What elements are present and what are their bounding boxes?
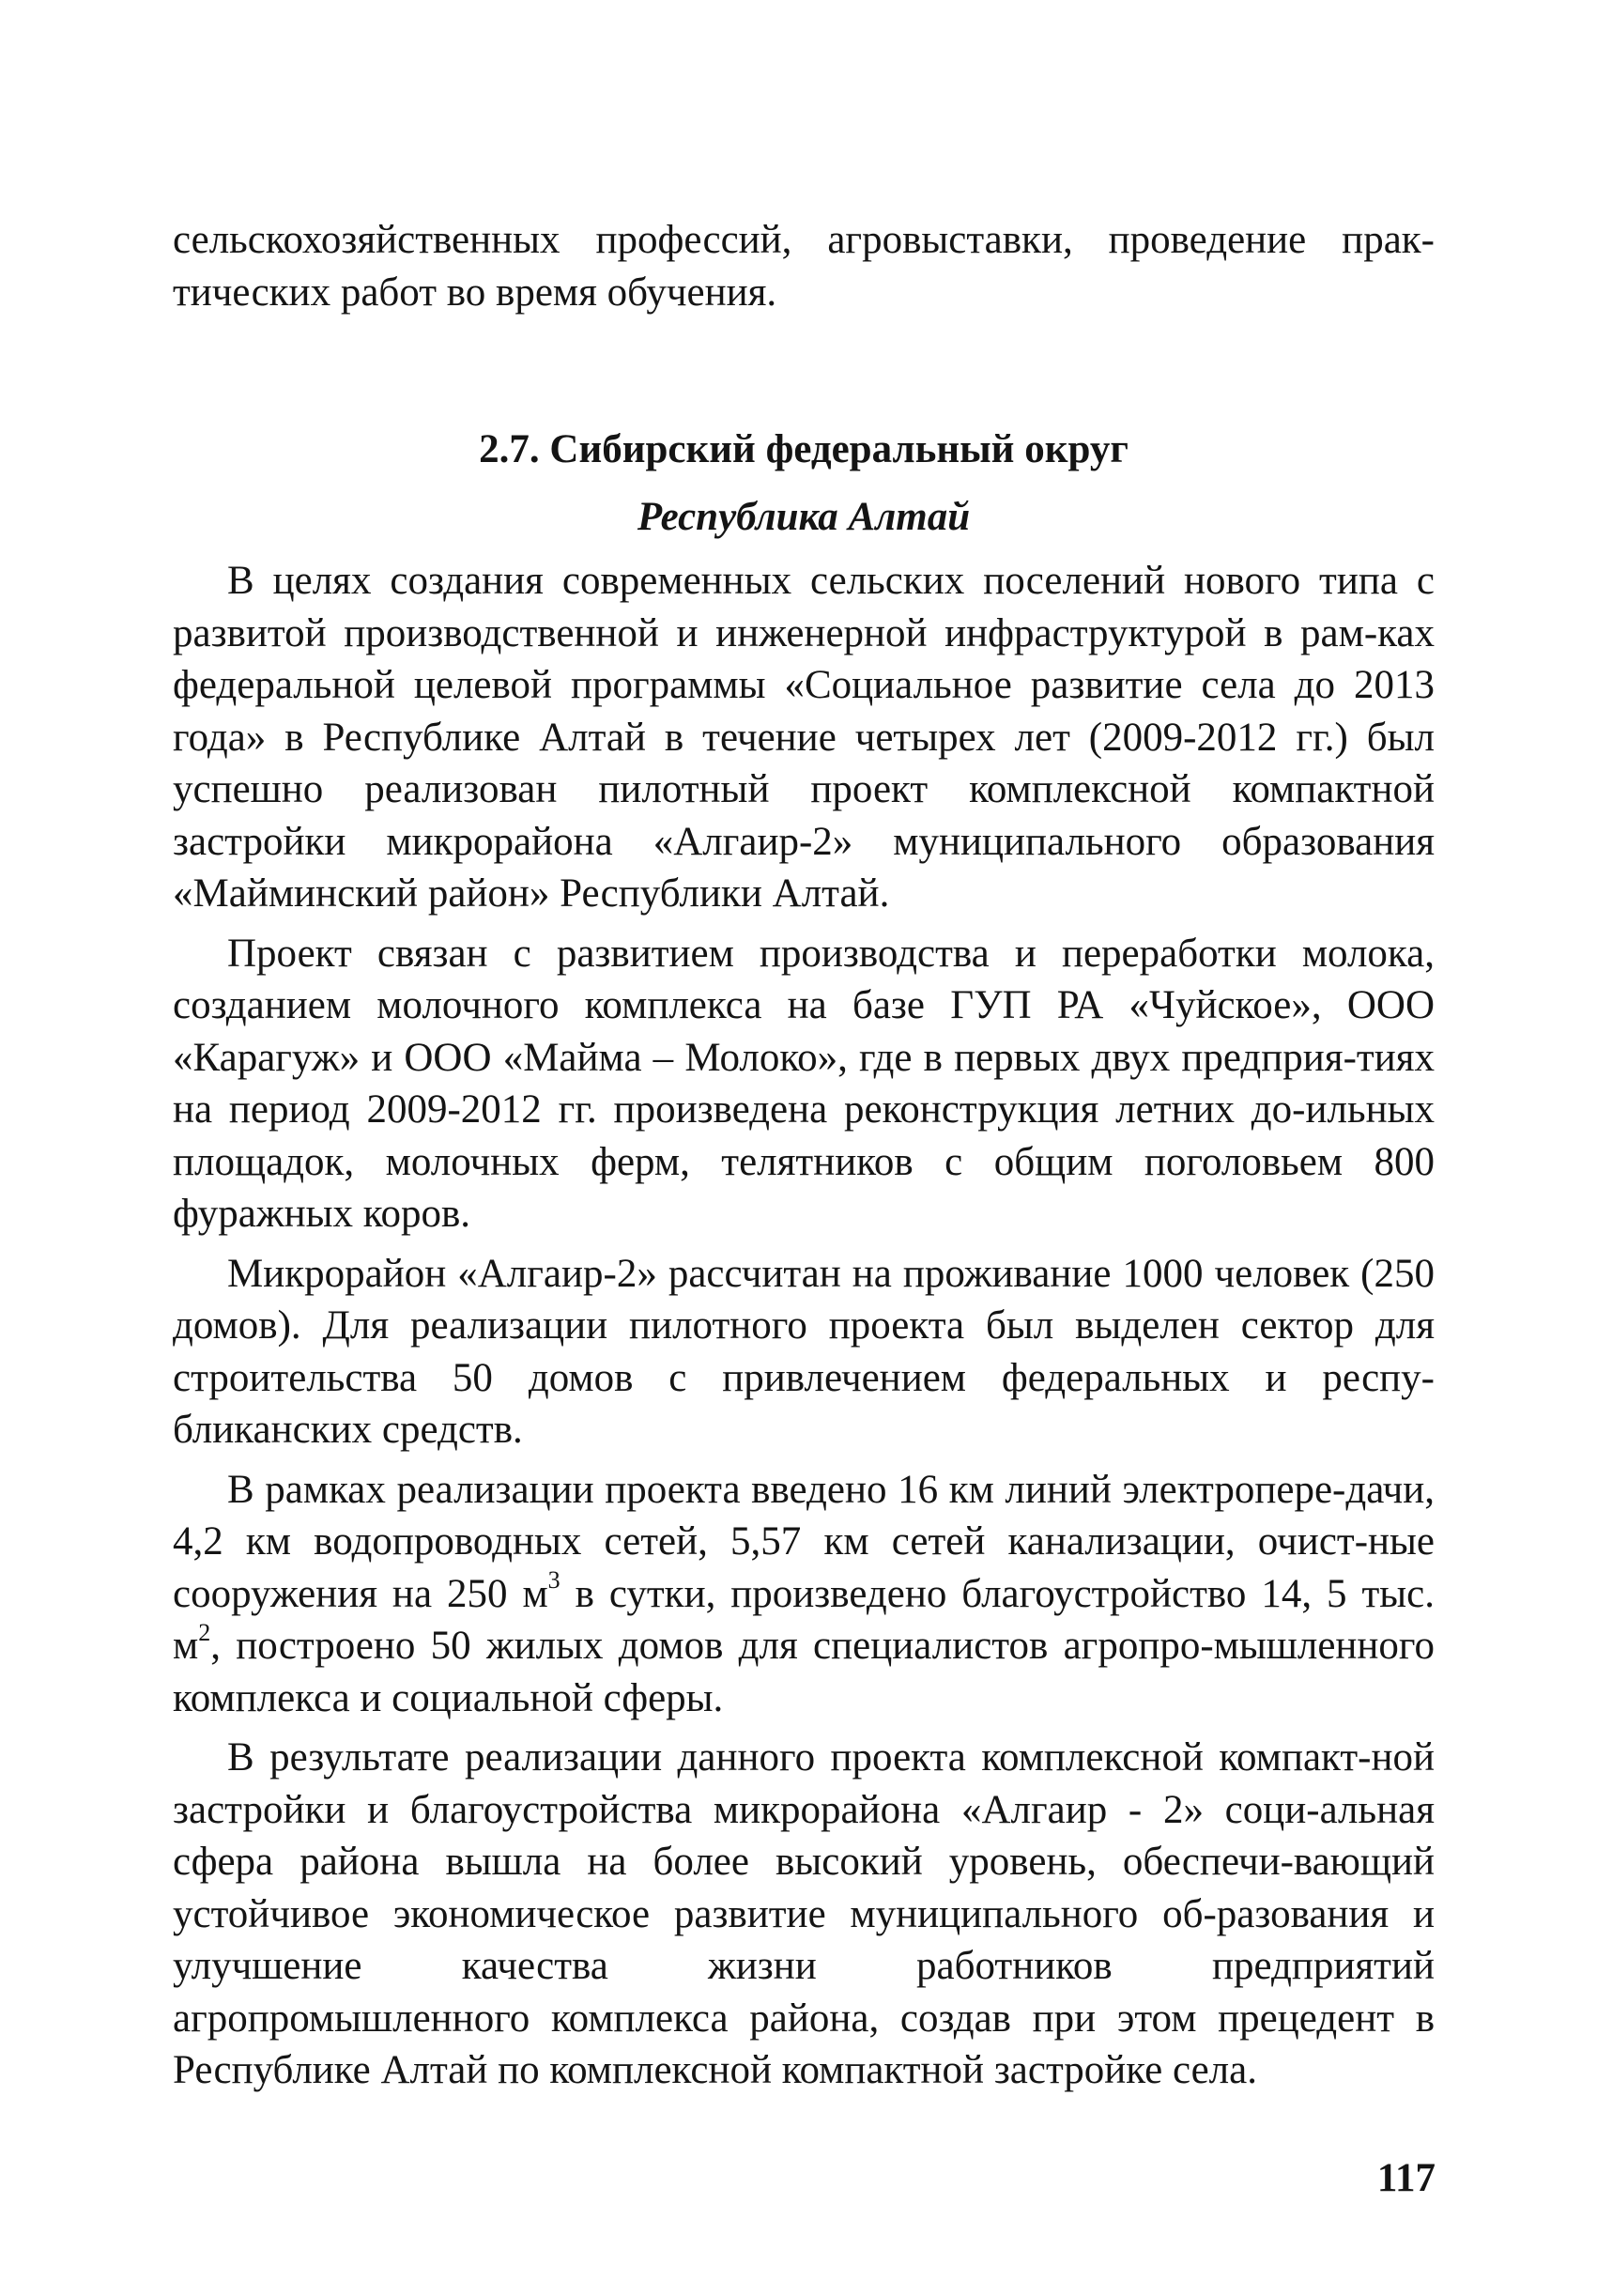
paragraph-2: Проект связан с развитием производства и переработки молока, созданием молочного комплекса на базе ГУП РА «Чуйское», ООО «Карагуж» и ООО «Майма – Молоко», где в первых двух предприя-тиях на период 2009-2012 гг. произведена реконструкция летних до-ильных площадок, молочных ферм, телятников с общим поголовьем 800 фуражных коров. <box>173 931 1435 1236</box>
section-heading: 2.7. Сибирский федеральный округ <box>479 427 1129 471</box>
paragraph-4-part-b: в сутки, произведено благоустройство 14, 5 тыс. м <box>173 1571 1435 1668</box>
page-number: 117 <box>1376 2156 1436 2200</box>
intro-fragment: сельскохозяйственных профессий, агровыставки, проведение прак-тических работ во время обучения. <box>173 218 1435 315</box>
square-superscript: 2 <box>198 1618 211 1646</box>
page-body <box>173 214 1435 2097</box>
cubic-superscript: 3 <box>547 1566 560 1595</box>
paragraph-3: Микрорайон «Алгаир-2» рассчитан на проживание 1000 человек (250 домов). Для реализации пилотного проекта был выделен сектор для строительства 50 домов с привлечением федеральных и респу-бликанских средств. <box>173 1251 1435 1452</box>
paragraph-1: В целях создания современных сельских поселений нового типа с развитой производственной и инженерной инфраструктурой в рам-ках федеральной целевой программы «Социальное развитие села до 2013 года» в Республике Алтай в течение четырех лет (2009-2012 гг.) был успешно реализован пилотный проект комплексной компактной застройки микрорайона «Алгаир-2» муниципального образования «Майминский район» Республики Алтай. <box>173 559 1435 916</box>
paragraph-5: В результате реализации данного проекта комплексной компакт-ной застройки и благоустройства микрорайона «Алгаир - 2» соци-альная сфера района вышла на более высокий уровень, обеспечи-вающий устойчивое экономическое развитие муниципального об-разования и улучшение качества жизни работников предприятий агропромышленного комплекса района, создав при этом прецедент в Республике Алтай по комплексной компактной застройке села. <box>173 1735 1435 2092</box>
region-subheading: Республика Алтай <box>637 495 971 539</box>
paragraph-4-part-c: , построено 50 жилых домов для специалистов агропро-мышленного комплекса и социальной сферы. <box>173 1624 1435 1720</box>
paragraph-4-part-a: В рамках реализации проекта введено 16 км линий электропере-дачи, 4,2 км водопроводных сетей, 5,57 км сетей канализации, очист-ные сооружения на 250 м <box>173 1467 1435 1616</box>
paragraph-4 <box>173 1464 1435 1725</box>
